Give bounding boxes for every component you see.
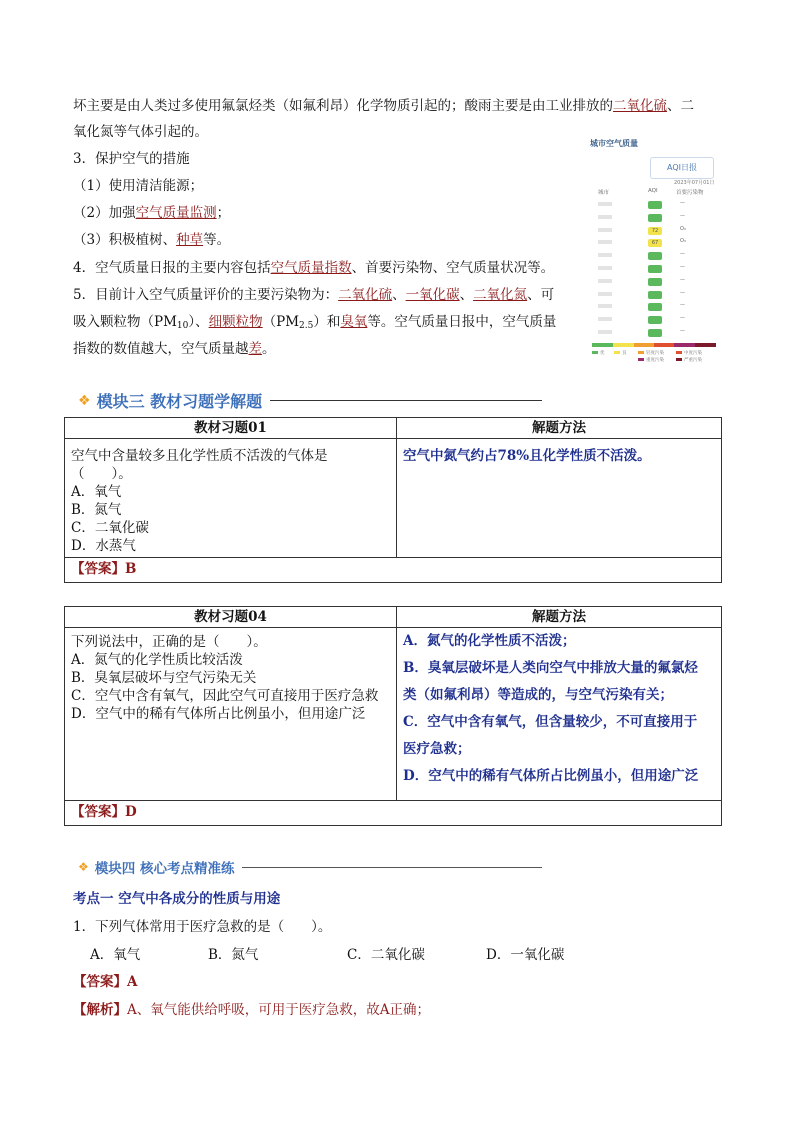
aqi-value-badge — [648, 201, 662, 209]
table-header: 教材习题01 — [65, 418, 397, 439]
aqi-pollutant: — — [680, 251, 685, 258]
section-title: 考点一 空气中各成分的性质与用途 — [73, 891, 281, 907]
question-stem: 1．下列气体常用于医疗急救的是（ ）。 — [73, 919, 332, 935]
table-header: 解题方法 — [397, 418, 722, 439]
aqi-value-badge — [648, 316, 662, 324]
aqi-pollutant: — — [680, 264, 685, 270]
aqi-pollutant: — — [680, 212, 685, 219]
module-header — [78, 857, 542, 877]
underlined-term: 二氧化硫 — [338, 287, 393, 303]
aqi-pollutant: O₃ — [680, 225, 686, 232]
aqi-city-name — [598, 266, 612, 270]
underlined-term: 空气质量监测 — [135, 205, 217, 221]
aqi-report-image: 城市空气质量 AQI日报 2023年07月01日 城市 AQI 首要污染物 — — 72 O₃ 67 O₃ — — — — — — — 优 良 轻度污染 中度污染 重度污染 严重污染 — [588, 131, 720, 367]
aqi-city-name — [598, 240, 612, 244]
aqi-table-row — [592, 277, 716, 287]
underlined-term: 差 — [248, 341, 262, 357]
aqi-color-scale — [592, 343, 716, 347]
option: D．空气中的稀有气体所占比例虽小，但用途广泛 — [71, 706, 366, 722]
aqi-value-badge — [648, 214, 662, 222]
aqi-city-name — [598, 279, 612, 283]
aqi-value-badge — [648, 303, 662, 311]
answer: 【答案】D — [71, 804, 137, 820]
question-cell: 空气中含量较多且化学性质不活泼的气体是 （ ）。 A．氧气 B．氮气 C．二氧化碳 D．水蒸气 — [65, 439, 397, 558]
aqi-city-name — [598, 292, 612, 296]
aqi-table-row — [592, 302, 716, 312]
underlined-term: 二氧化氮 — [473, 287, 528, 303]
answer: 【答案】B — [71, 561, 137, 577]
table-header: 解题方法 — [397, 607, 722, 628]
exercise-table — [64, 606, 722, 826]
underlined-term: 臭氧 — [340, 314, 368, 330]
option: A．氮气的化学性质比较活泼 — [71, 652, 243, 668]
text-line: 指数的数值越大，空气质量越差。 — [73, 341, 276, 357]
underlined-term: 二氧化硫 — [613, 98, 667, 114]
aqi-pollutant: — — [680, 328, 685, 334]
aqi-value-badge — [648, 278, 662, 286]
method-cell: 空气中氮气约占78%且化学性质不活泼。 — [397, 439, 722, 558]
module-title: 模块三 教材习题学解题 — [96, 392, 263, 411]
aqi-value-badge — [648, 329, 662, 337]
aqi-table-row — [592, 264, 716, 274]
aqi-pollutant: — — [680, 302, 685, 309]
aqi-table-row — [592, 328, 716, 338]
answer-cell — [65, 801, 722, 826]
aqi-daily-button: AQI日报 — [650, 157, 714, 179]
text-line: 3．保护空气的措施 — [73, 151, 190, 167]
aqi-value-badge: 72 — [648, 227, 662, 235]
text-line: 吸入颗粒物$(PM_{10})$、细颗粒物$(PM_{2.5})$和臭氧等。空气质量日报中，空气质量 — [73, 314, 557, 331]
aqi-table-row — [592, 315, 716, 325]
header-rule — [242, 867, 542, 868]
text-line: 氧化氮等气体引起的。 — [73, 124, 208, 140]
question-cell: 下列说法中，正确的是（ ）。 A．氮气的化学性质比较活泼 B．臭氧层破坏与空气污染无关 C．空气中含有氧气，因此空气可直接用于医疗急救 D．空气中的稀有气体所占比例虽小，但用途广泛 — [65, 628, 397, 801]
method-cell: A．氮气的化学性质不活泼； B．臭氧层破坏是人类向空气中排放大量的氟氯烃 类（如氟利昂）等造成的，与空气污染有关； C．空气中含有氧气，但含量较少，不可直接用于 医疗急救； D．空气中的稀有气体所占比例虽小，但用途广泛 — [397, 628, 722, 801]
aqi-value-badge — [648, 291, 662, 299]
aqi-city-name — [598, 215, 612, 219]
module-header — [78, 389, 542, 412]
analysis: 【解析】A、氧气能供给呼吸，可用于医疗急救，故A正确； — [73, 1002, 430, 1018]
option: C．空气中含有氧气，因此空气可直接用于医疗急救 — [71, 688, 379, 704]
diamond-icon: ❖ — [78, 860, 89, 874]
text-line: （2）加强空气质量监测； — [73, 205, 231, 221]
aqi-pollutant: O₃ — [680, 238, 686, 245]
aqi-table-row — [592, 290, 716, 300]
aqi-pollutant: — — [680, 289, 685, 296]
aqi-city-name — [598, 304, 612, 308]
option: A．氧气 — [90, 947, 141, 963]
exercise-table — [64, 417, 722, 583]
aqi-legend: 优 良 轻度污染 中度污染 重度污染 严重污染 — [592, 350, 716, 364]
aqi-date: 2023年07月01日 — [674, 180, 715, 186]
option: B．氮气 — [71, 502, 122, 518]
option: C．二氧化碳 — [347, 947, 425, 963]
aqi-pollutant: — — [680, 276, 685, 283]
aqi-table-row — [592, 213, 716, 223]
diamond-icon: ❖ — [78, 392, 91, 409]
aqi-city-name — [598, 228, 612, 232]
aqi-value-badge — [648, 252, 662, 260]
text-line: （3）积极植树、种草等。 — [73, 232, 231, 248]
aqi-table-row — [592, 226, 716, 236]
aqi-city-name — [598, 253, 612, 257]
table-header: 教材习题04 — [65, 607, 397, 628]
underlined-term: 细颗粒物 — [208, 314, 263, 330]
text-line: （1）使用清洁能源； — [73, 178, 204, 194]
text-line: 4．空气质量日报的主要内容包括空气质量指数、首要污染物、空气质量状况等。 — [73, 260, 555, 276]
option: B．氮气 — [208, 947, 259, 963]
aqi-city-name — [598, 202, 612, 206]
aqi-value-badge: 67 — [648, 239, 662, 247]
aqi-table-row — [592, 238, 716, 248]
option: C．二氧化碳 — [71, 520, 149, 536]
text-line: 5．目前计入空气质量评价的主要污染物为：二氧化硫、一氧化碳、二氧化氮、可 — [73, 287, 555, 303]
underlined-term: 一氧化碳 — [405, 287, 460, 303]
option: D．一氧化碳 — [486, 947, 565, 963]
aqi-title: 城市空气质量 — [590, 139, 638, 148]
aqi-city-name — [598, 317, 612, 321]
aqi-value-badge — [648, 265, 662, 273]
aqi-table-row — [592, 200, 716, 210]
aqi-table-row — [592, 251, 716, 261]
underlined-term: 种草 — [176, 232, 204, 248]
text-line: 坏主要是由人类过多使用氟氯烃类（如氟利昂）化学物质引起的；酸雨主要是由工业排放的二氧化硫、二 — [73, 98, 694, 114]
option: A．氧气 — [71, 484, 122, 500]
aqi-pollutant: — — [680, 315, 685, 322]
answer-cell — [65, 558, 722, 583]
header-rule — [270, 400, 542, 401]
option: D．水蒸气 — [71, 538, 136, 554]
aqi-city-name — [598, 330, 612, 334]
underlined-term: 空气质量指数 — [270, 260, 352, 276]
aqi-pollutant: — — [680, 200, 685, 206]
answer: 【答案】A — [73, 974, 138, 990]
option: B．臭氧层破坏与空气污染无关 — [71, 670, 257, 686]
module-title: 模块四 核心考点精准练 — [94, 861, 235, 877]
